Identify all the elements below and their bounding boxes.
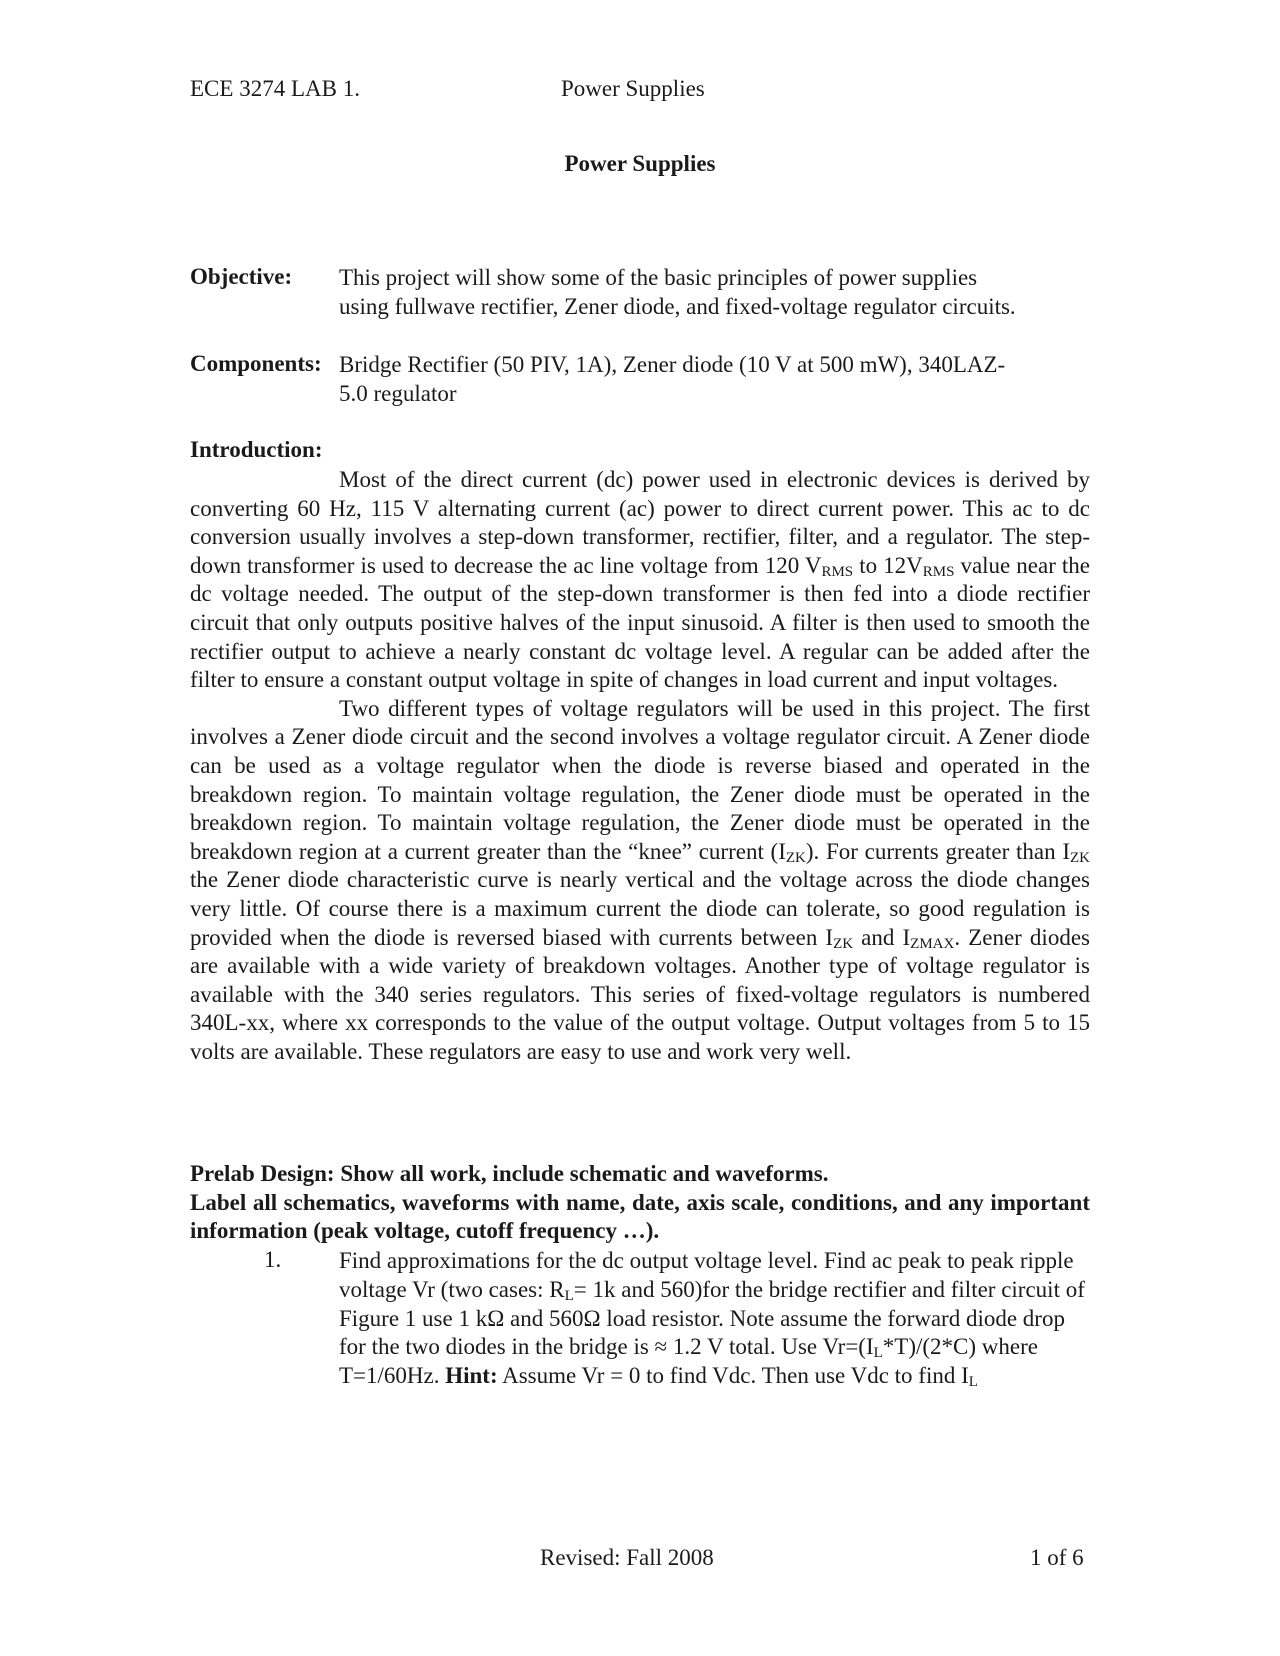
introduction-paragraph-2: Two different types of voltage regulators will be used in this project. The first involves a Zener diode circuit and the second involves a voltage regulator circuit. A Zener diode can be used as a voltage regulator when the diode is reverse biased and operated in the breakdown region. To maintain voltage regulation, the Zener diode must be operated in the breakdown region. To maintain voltage regulation, the Zener diode must be operated in the breakdown region at a current greater than the “knee” current $(I_{ZK})$. For currents greater than $I_{ZK}$ the Zener diode characteristic curve is nearly vertical and the voltage across the diode changes very little. Of course there is a maximum current the diode can tolerate, so good regulation is provided when the diode is reversed biased with currents between $I_{ZK}$ and $I_{ZMAX}$. Zener diodes are available with a wide variety of breakdown voltages. Another type of voltage regulator is available with the 340 series regulators. This series of fixed-voltage regulators is numbered 340L-xx, where xx corresponds to the value of the output voltage. Output voltages from 5 to 15 volts are available. These regulators are easy to use and work very well. — [190, 695, 1090, 1064]
introduction-body — [190, 466, 1090, 1066]
prelab-item-number: 1. — [264, 1247, 282, 1272]
footer-page-number: 1 of 6 — [1030, 1545, 1084, 1570]
introduction-label: Introduction: — [190, 437, 323, 462]
prelab-line-1: Prelab Design: Show all work, include schematic and waveforms. — [190, 1161, 829, 1186]
objective-line-1: This project will show some of the basic principles of power supplies — [339, 265, 978, 290]
components-line-1: Bridge Rectifier (50 PIV, 1A), Zener diode (10 V at 500 mW), 340LAZ- — [339, 352, 1006, 377]
page-title: Power Supplies — [564, 151, 716, 176]
hint-label: Hint: — [445, 1363, 498, 1389]
components-line-2: 5.0 regulator — [339, 381, 457, 406]
prelab-line-2: Label all schematics, waveforms with name, date, axis scale, conditions, and any important information (peak voltage, cutoff frequency …). — [190, 1189, 1090, 1244]
objective-line-2: using fullwave rectifier, Zener diode, and fixed-voltage regulator circuits. — [339, 294, 1016, 319]
header-topic: Power Supplies — [561, 76, 705, 101]
objective-label: Objective: — [190, 264, 293, 289]
footer-revised: Revised: Fall 2008 — [540, 1545, 714, 1570]
prelab-heading — [190, 1160, 1090, 1246]
components-label: Components: — [190, 351, 322, 376]
prelab-item-1: Find approximations for the dc output voltage level. Find ac peak to peak ripple voltage Vr (two cases: $R_L= 1k$ and 560)for the bridge rectifier and filter circuit of Figure 1 use 1 kΩ and 560Ω load resistor. Note assume the forward diode drop for the two diodes in the bridge is ≈ 1.2 V total. Use $Vr=(I_L*T)/(2*C)$ where T=1/60Hz. Hint: Assume Vr = 0 to find Vdc. Then use Vdc to find $I_L$ — [339, 1248, 1085, 1391]
introduction-paragraph-1: Most of the direct current (dc) power used in electronic devices is derived by converting 60 Hz, 115 V alternating current (ac) power to direct current power. This ac to dc conversion usually involves a step-down transformer, rectifier, filter, and a regulator. The step-down transformer is used to decrease the ac line voltage from 120 $V_{RMS}$ to $12V_{RMS}$ value near the dc voltage needed. The output of the step-down transformer is then fed into a diode rectifier circuit that only outputs positive halves of the input sinusoid. A filter is then used to smooth the rectifier output to achieve a nearly constant dc voltage level. A regular can be added after the filter to ensure a constant output voltage in spite of changes in load current and input voltages. — [190, 467, 1091, 693]
header-course: ECE 3274 LAB 1. — [190, 76, 360, 101]
